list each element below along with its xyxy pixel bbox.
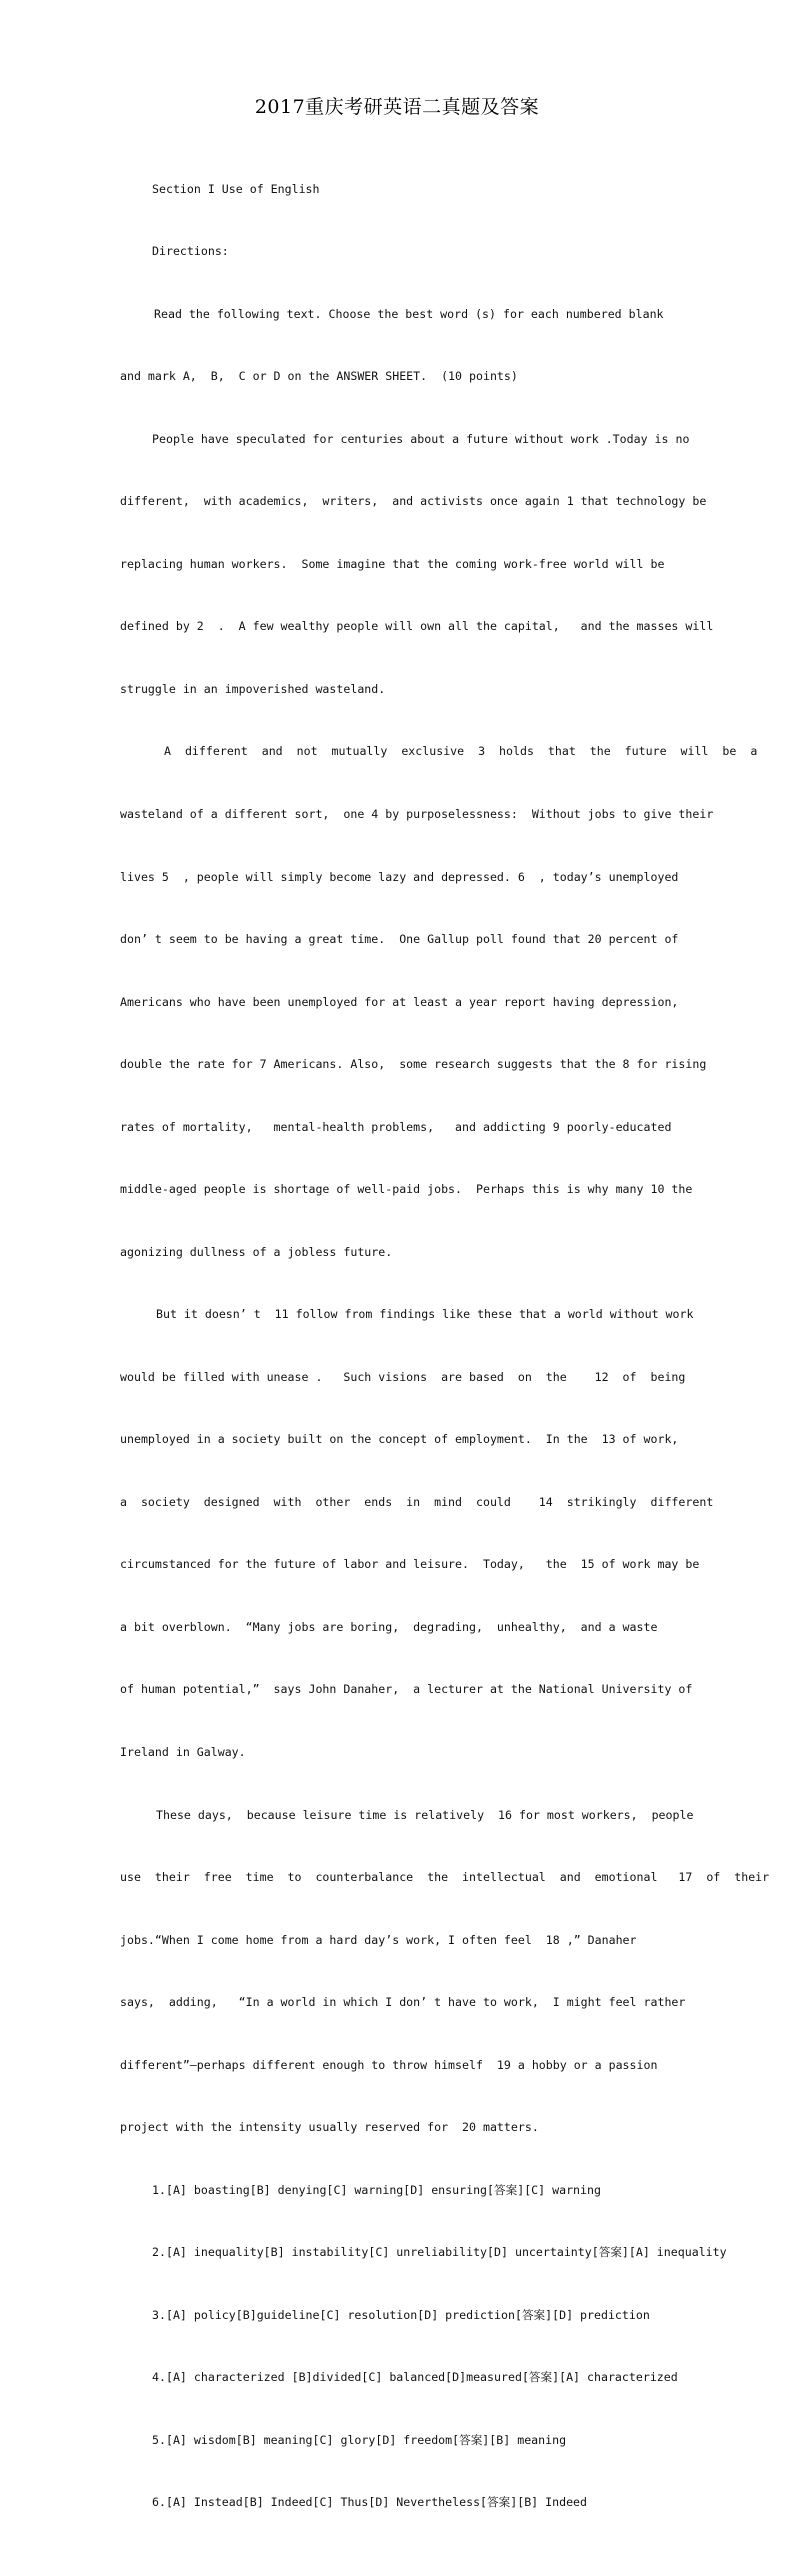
text-line: a society designed with other ends in mind could 14 strikingly different [120,1494,714,1509]
text-line: of human potential,” says John Danaher, a lecturer at the National University of [120,1682,693,1697]
question-item: 6.[A] Instead[B] Indeed[C] Thus[D] Nevertheless[答案][B] Indeed [152,2495,588,2510]
text-line: a bit overblown. “Many jobs are boring, degrading, unhealthy, and a waste [120,1619,658,1634]
text-line: unemployed in a society built on the concept of employment. In the 13 of work, [120,1432,679,1447]
question-item: 1.[A] boasting[B] denying[C] warning[D] ensuring[答案][C] warning [152,2182,601,2197]
text-line: People have speculated for centuries about a future without work .Today is no [152,431,690,446]
text-line: different”—perhaps different enough to throw himself 19 a hobby or a passion [120,2057,658,2072]
text-line: lives 5 , people will simply become lazy and depressed. 6 , today’s unemployed [120,869,679,884]
text-line: different, with academics, writers, and activists once again 1 that technology be [120,494,707,509]
document-title: 2017重庆考研英语二真题及答案 [254,96,540,118]
text-line: and mark A, B, C or D on the ANSWER SHEET. (10 points) [120,369,518,384]
text-line: jobs.“When I come home from a hard day’s work, I often feel 18 ,” Danaher [120,1932,637,1947]
text-line: wasteland of a different sort, one 4 by purposelessness: Without jobs to give their [120,807,714,821]
question-item: 3.[A] policy[B]guideline[C] resolution[D] prediction[答案][D] prediction [152,2307,650,2322]
document-body [120,137,770,2555]
text-line: Americans who have been unemployed for at least a year report having depression, [120,994,679,1009]
question-item: 5.[A] wisdom[B] meaning[C] glory[D] freedom[答案][B] meaning [152,2432,567,2447]
text-line: middle-aged people is shortage of well-paid jobs. Perhaps this is why many 10 the [120,1182,693,1197]
directions-label: Directions: [152,244,229,259]
text-line: would be filled with unease . Such visions are based on the 12 of being [120,1369,686,1384]
text-line: agonizing dullness of a jobless future. [120,1244,393,1259]
text-line: These days, because leisure time is relatively 16 for most workers, people [156,1807,694,1822]
text-line: double the rate for 7 Americans. Also, some research suggests that the 8 for rising [120,1057,707,1072]
text-line: don’ t seem to be having a great time. One Gallup poll found that 20 percent of [120,932,679,947]
text-line: project with the intensity usually reserved for 20 matters. [120,2120,539,2135]
text-line: Read the following text. Choose the best word (s) for each numbered blank [154,306,664,321]
section-heading: Section I Use of English [152,181,320,196]
question-item: 4.[A] characterized [B]divided[C] balanced[D]measured[答案][A] characterized [152,2370,678,2385]
text-line: But it doesn’ t 11 follow from findings like these that a world without work [156,1307,694,1322]
text-line: use their free time to counterbalance the intellectual and emotional 17 of their [120,1870,770,1885]
text-line: Ireland in Galway. [120,1744,246,1759]
text-line: A different and not mutually exclusive 3 holds that the future will be a [164,744,758,759]
text-line: says, adding, “In a world in which I don’ t have to work, I might feel rather [120,1995,686,2010]
text-line: struggle in an impoverished wasteland. [120,681,386,696]
text-line: rates of mortality, mental-health problems, and addicting 9 poorly-educated [120,1119,672,1134]
text-line: circumstanced for the future of labor and leisure. Today, the 15 of work may be [120,1557,700,1572]
question-item: 2.[A] inequality[B] instability[C] unreliability[D] uncertainty[答案][A] inequality [152,2245,727,2260]
text-line: defined by 2 . A few wealthy people will own all the capital, and the masses will [120,619,714,634]
text-line: replacing human workers. Some imagine that the coming work-free world will be [120,556,665,571]
